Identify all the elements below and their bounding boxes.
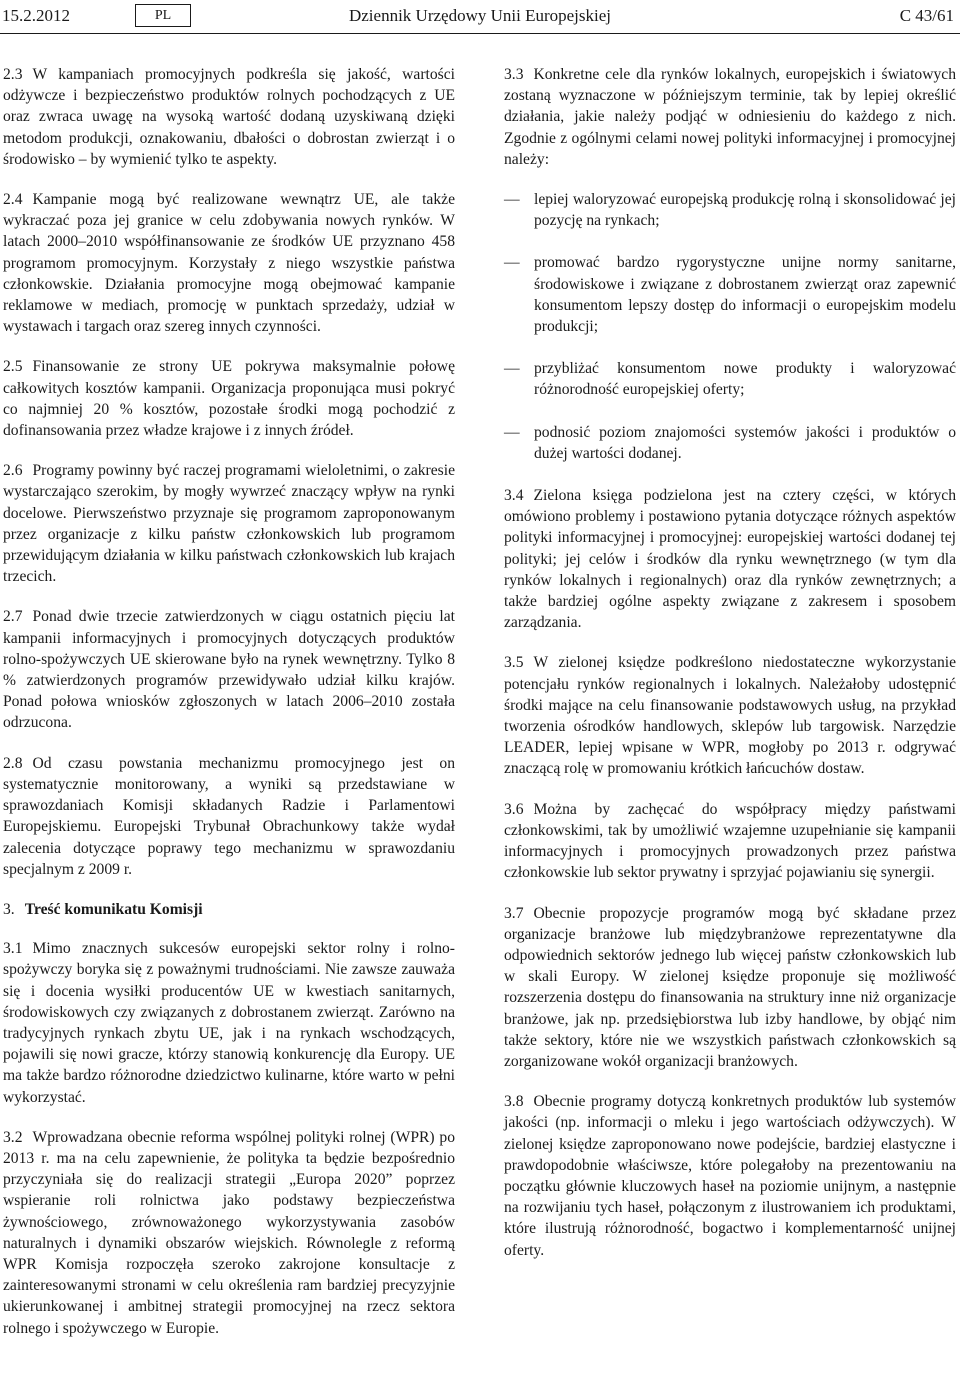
paragraph-2-6: 2.6 Programy powinny być raczej programami wieloletnimi, o zakresie wystarczająco szerokim, by mogły wywrzeć znaczący wpływ na rynki docelowe. Pierwszeństwo przyznaje się programom zaproponowanym przez organizacje z kilku państw członkowskich lub programom przewidującym działania w kilku państwach członkowskich lub krajach trzecich. bbox=[3, 462, 455, 586]
list-item: — przybliżać konsumentom nowe produkty i waloryzować różnorodność europejskiej oferty; bbox=[504, 360, 956, 399]
paragraph-3-2: 3.2 Wprowadzana obecnie reforma wspólnej polityki rolnej (WPR) po 2013 r. ma na celu zapewnienie, że polityka ta będzie bezpośrednio przyczyniała się do realizacji strategii „Europa 2020” poprzez wspieranie roli rolnictwa jako podstawy bezpieczeństwa żywnościowego, zrównoważonego wykorzystywania zasobów naturalnych i dynamiki obszarów wiejskich. Równolegle z reformą WPR Komisja rozpoczęła szeroko zakrojone konsultacje z zainteresowanymi stronami w celu określenia ram bardziej precyzyjnie ukierunkowanej i ambitnej strategii promocyjnej na rzecz sektora rolnego i spożywczego w Europie. bbox=[3, 1128, 455, 1337]
paragraph-3-5: 3.5 W zielonej księdze podkreślono niedostateczne wykorzystanie potencjału rynków regionalnych i lokalnych. Należałoby udostępnić środki mające na celu finansowanie podstawowych usług, na przykład tworzenia ośrodków handlowych, sklepów lub targowisk. Narzędzie LEADER, lepiej wpisane w WPR, mogłoby po 2013 r. odgrywać znaczącą rolę w promowaniu krótkich łańcuchów dostaw. bbox=[504, 654, 956, 778]
paragraph-2-4: 2.4 Kampanie mogą być realizowane wewnątrz UE, ale także wykraczać poza jej granice w celu zdobywania nowych rynków. W latach 2000–2010 współfinansowanie ze środków UE przyznano 458 programom promocyjnym. Korzystały z niego wszystkie państwa członkowskie. Działania promocyjne mogą obejmować kampanie reklamowe w mediach, promocję w punktach sprzedaży, udział w wystawach i targach oraz szereg innych czynności. bbox=[3, 191, 455, 336]
paragraph-3-3: 3.3 Konkretne cele dla rynków lokalnych, europejskich i światowych zostaną wyznaczone w późniejszym terminie, tak by lepiej określić działania, jakie należy podjąć w odniesieniu do każdego z nich. Zgodnie z ogólnymi celami nowej polityki informacyjnej i promocyjnej należy: bbox=[504, 66, 956, 168]
list-item: — lepiej waloryzować europejską produkcję rolną i skonsolidować jej pozycję na rynkach; bbox=[504, 191, 956, 230]
paragraph-3-6: 3.6 Można by zachęcać do współpracy między państwami członkowskimi, tak by umożliwić wzajemne uzupełnianie się kampanii informacyjnych i promocyjnych prowadzonych przez państwa członkowskie lub sektor prywatny i sprzyjać pojawianiu się synergii. bbox=[504, 800, 956, 882]
left-column bbox=[3, 64, 455, 1358]
paragraph-3-1: 3.1 Mimo znacznych sukcesów europejski sektor rolny i rolno-spożywczy boryka się z poważnymi trudnościami. Nie zawsze zauważa się i docenia wysiłki producentów UE w kwestiach sanitarnych, środowiskowych czy związanych z dobrostanem zwierząt. Zarówno na tradycyjnych rynkach zbytu UE, jak i na rynkach wschodzących, pojawili się nowi gracze, którzy stanowią konkurencję dla Europy. UE ma także bardzo różnorodne dziedzictwo kulinarne, które warto w pełni wykorzystać. bbox=[3, 940, 455, 1106]
header-rule bbox=[0, 33, 960, 34]
paragraph-2-3: 2.3 W kampaniach promocyjnych podkreśla się jakość, wartości odżywcze i bezpieczeństwo produktów rolnych pochodzących z UE oraz zwraca uwagę na wysoką wartość dodaną uzyskiwaną dzięki metodom produkcji, oznakowaniu, dbałości o dobrostan zwierząt i o środowisko – by wymienić tylko te aspekty. bbox=[3, 66, 455, 168]
publication-date: 15.2.2012 bbox=[2, 6, 70, 25]
paragraph-2-7: 2.7 Ponad dwie trzecie zatwierdzonych w ciągu ostatnich pięciu lat kampanii informacyjnych i promocyjnych dotyczących produktów rolno-spożywczych UE skierowane było na rynek wewnętrzny. Tylko 8 % zatwierdzonych programów przewidywało udział kilku krajów. Ponad połowa wniosków zgłoszonych w latach 2006–2010 została odrzucona. bbox=[3, 608, 455, 732]
right-column bbox=[504, 64, 956, 1280]
journal-title: Dziennik Urzędowy Unii Europejskiej bbox=[348, 6, 611, 25]
list-item: — promować bardzo rygorystyczne unijne normy sanitarne, środowiskowe i związane z dobrostanem zwierząt oraz zapewnić konsumentom lepszy dostęp do informacji o europejskim modelu produkcji; bbox=[504, 254, 956, 336]
paragraph-3-4: 3.4 Zielona księga podzielona jest na cztery części, w których omówiono problemy i postawiono pytania dotyczące różnych aspektów polityki informacyjnej i promocyjnej: europejskiej wartości dodanej tej polityki; jej celów i środków dla rynku wewnętrznego (w tym dla rynków lokalnych i regionalnych) oraz dla rynków zewnętrznych; a także bardziej ogólne aspekty związane z zakresem i sposobem zarządzania. bbox=[504, 487, 956, 632]
page-header bbox=[0, 0, 960, 40]
list-item: — podnosić poziom znajomości systemów jakości i produktów o dużej wartości dodanej. bbox=[504, 423, 956, 462]
paragraph-2-5: 2.5 Finansowanie ze strony UE pokrywa maksymalnie połowę całkowitych kosztów kampanii. Organizacja proponująca musi pokryć co najmniej 20 % kosztów, pozostałe środki mogą pochodzić z dofinansowania przez władze krajowe i z innych źródeł. bbox=[3, 358, 455, 440]
paragraph-3-7: 3.7 Obecnie propozycje programów mogą być składane przez organizacje branżowe lub międzybranżowe reprezentatywne dla odpowiednich sektorów jednego lub więcej państw członkowskich lub w skali Europy. W zielonej księdze proponuje się możliwość rozszerzenia dostępu do finansowania na struktury inne niż organizacje branżowe, jak np. przedsiębiorstwa lub izby handlowe, by objąć nim także sektory, które nie we wszystkich państwach członkowskich są zorganizowane wokół organizacji branżowych. bbox=[504, 904, 956, 1070]
objectives-list bbox=[504, 189, 956, 464]
paragraph-3-8: 3.8 Obecnie programy dotyczą konkretnych produktów lub systemów jakości (np. informacji o mleku i jego wartościach odżywczych). W zielonej księdze zaproponowano nowe podejście, bardziej elastyczne i prawdopodobnie właściwsze, które polegałoby na prezentowaniu na początku głównie kluczowych haseł na poziomie unijnym, a następnie na rozwijaniu tych haseł, połączonym z ilustrowaniem ich produktami, które ilustrują różnorodność, bogactwo i komplementarność unijnej oferty. bbox=[504, 1093, 956, 1259]
section-3-heading: 3. Treść komunikatu Komisji bbox=[3, 900, 203, 918]
page-number: C 43/61 bbox=[899, 6, 954, 25]
language-box: PL bbox=[135, 4, 191, 27]
paragraph-2-8: 2.8 Od czasu powstania mechanizmu promocyjnego jest on systematycznie monitorowany, a wyniki są przedstawiane w sprawozdaniach Komisji składanych Radzie i Parlamentowi Europejskiemu. Europejski Trybunał Obrachunkowy także wydał zalecenia dotyczące poprawy tego mechanizmu w sprawozdaniu specjalnym z 2009 r. bbox=[3, 754, 455, 878]
